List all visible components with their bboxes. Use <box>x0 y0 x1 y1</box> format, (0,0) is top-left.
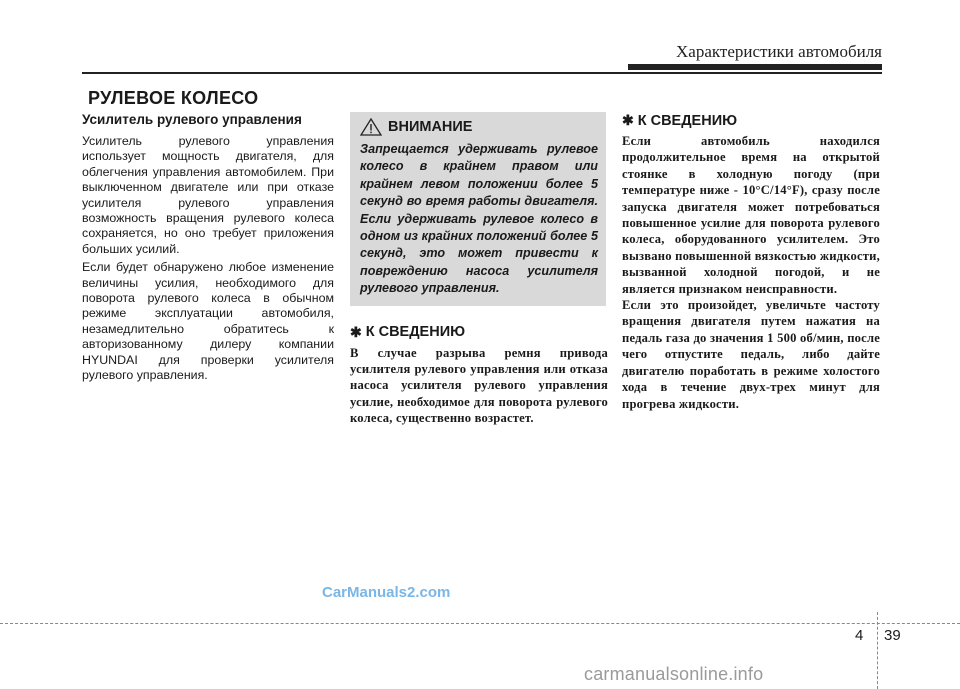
info-title: К СВЕДЕНИЮ <box>365 324 466 341</box>
info-title: К СВЕДЕНИЮ <box>637 112 738 129</box>
warning-text: Запрещается удерживать рулевое колесо в крайнем правом или крайнем левом положении более 5 секунд во время работы двигателя. Если удерживать рулевое колесо в одном из крайних положений более 5 секунд, это может привести к повреждению насоса усилителя рулевого управления. <box>360 142 598 296</box>
subheading: Усилитель рулевого управления <box>82 112 302 127</box>
footer-divider <box>877 612 878 689</box>
watermark-top: CarManuals2.com <box>322 584 451 601</box>
asterisk-icon: ✱ <box>350 323 362 340</box>
info-block-middle <box>350 324 608 427</box>
page-number: 39 <box>884 627 901 644</box>
watermark-bottom: carmanualsonline.info <box>584 664 764 684</box>
header-title: Характеристики автомобиля <box>676 42 882 61</box>
middle-column <box>350 112 608 427</box>
warning-box <box>350 112 606 306</box>
paragraph-2: Если будет обнаружено любое изменение величины усилия, необходимого для поворота рулевого колеса в обычном режиме эксплуатации автомобиля, незамедлительно обратитесь к авторизованному дилеру компании HYUNDAI для проверки усилителя рулевого управления. <box>82 260 334 383</box>
paragraph-1: Усилитель рулевого управления использует мощность двигателя, для облегчения управления автомобилем. При выключенном двигателе или при отказе усилителя рулевого управления возможность вращения рулевого колеса сохраняется, но оно требует приложения больших усилий. <box>82 134 334 256</box>
header-rule <box>82 72 882 74</box>
info-paragraph-2: Если это произойдет, увеличьте частоту вращения двигателя путем нажатия на педаль газа до значения 1 500 об/мин, после чего отпустите педаль, либо дайте двигателю поработать в режиме холостого хода в течение двух-трех минут для прогрева жидкости. <box>622 298 880 411</box>
info-text: В случае разрыва ремня привода усилителя рулевого управления или отказа насоса усилителя рулевого управления усилие, необходимое для поворота рулевого колеса, существенно возрастет. <box>350 345 608 426</box>
right-column <box>622 112 880 412</box>
section-title: РУЛЕВОЕ КОЛЕСО <box>88 88 259 108</box>
header-rule-accent <box>628 64 882 70</box>
left-column <box>82 112 334 387</box>
asterisk-icon: ✱ <box>622 112 634 128</box>
warning-title: ВНИМАНИЕ <box>388 119 473 135</box>
footer-rule <box>0 623 960 624</box>
chapter-number: 4 <box>855 627 864 644</box>
info-paragraph-1: Если автомобиль находился продолжительное время на открытой стоянке в холодную погоду (при температуре ниже - 10°C/14°F), сразу после запуска двигателя может потребоваться повышенное усилие для поворота рулевого колеса, оборудованного усилителем. Это вызвано повышенной вязкостью жидкости, вызванной холодной погодой, и не является признаком неисправности. <box>622 134 880 296</box>
warning-triangle-icon <box>360 118 382 136</box>
